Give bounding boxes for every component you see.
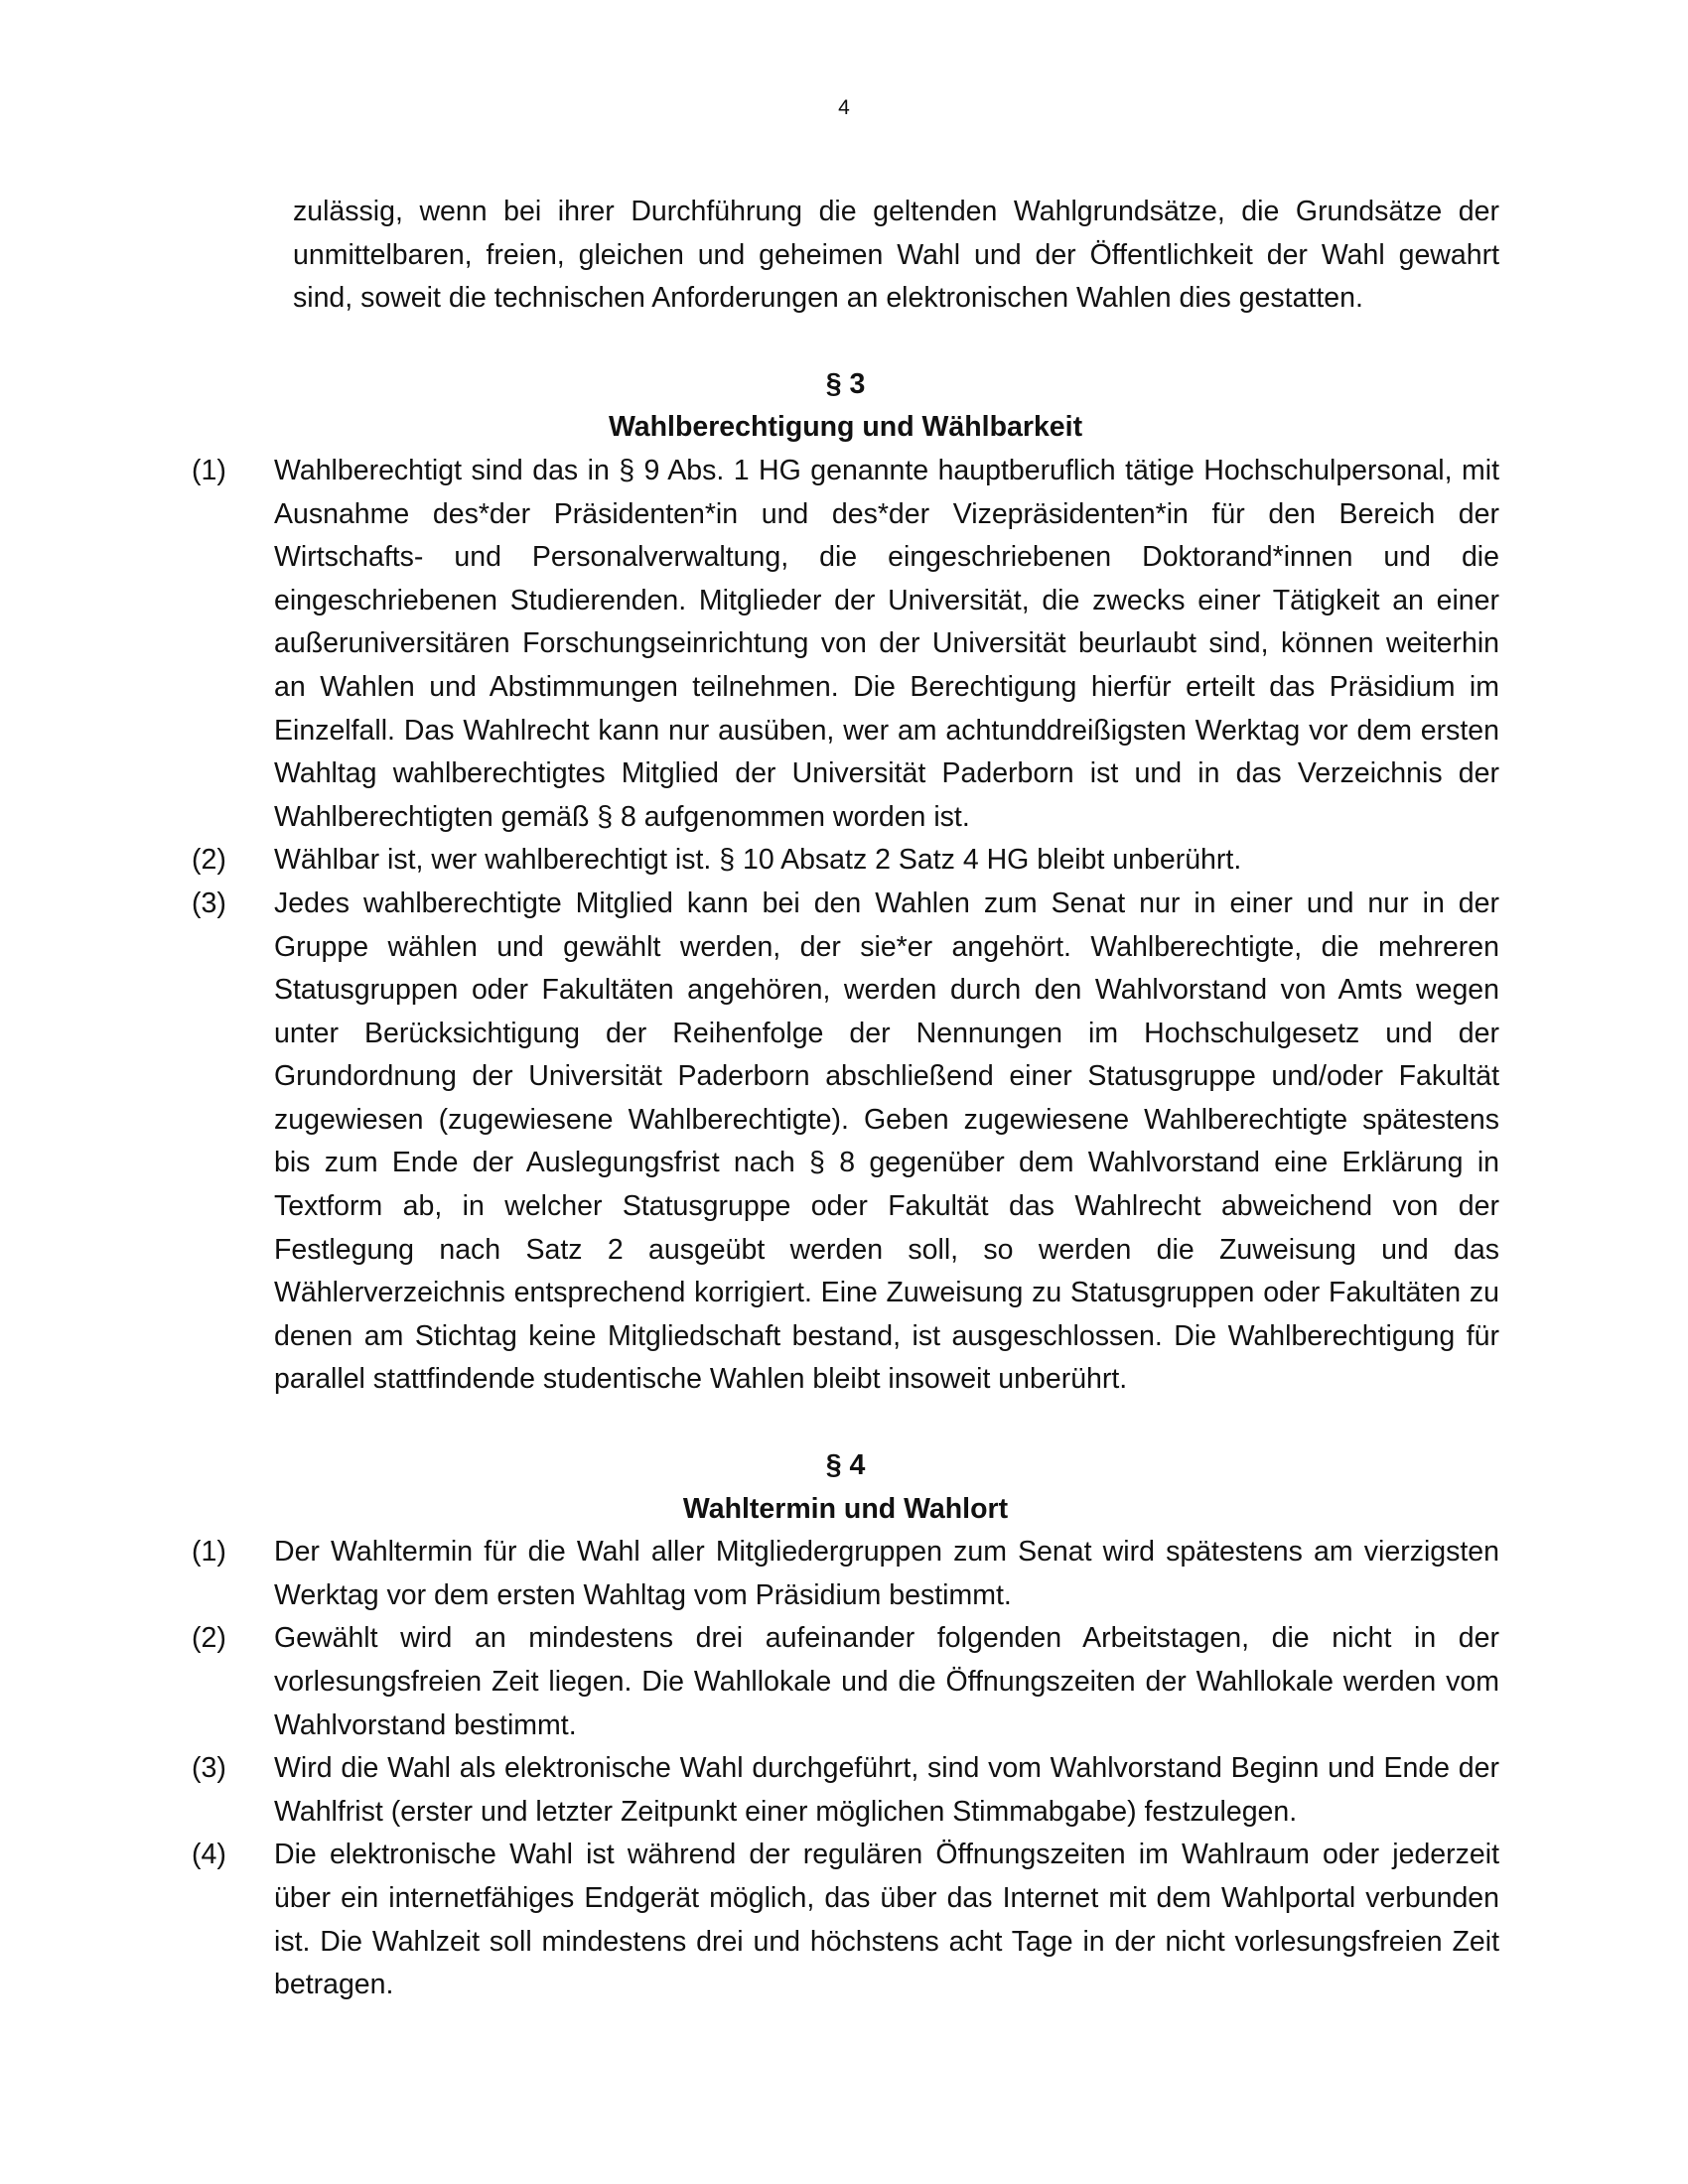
- section-3-paragraph-2: [192, 839, 1499, 883]
- section-4-paragraph-4: [192, 1834, 1499, 2006]
- section-number: § 3: [825, 367, 866, 400]
- paragraph-text: Gewählt wird an mindestens drei aufeinander folgenden Arbeitstagen, die nicht in der vorlesungsfreien Zeit liegen. Die Wahllokale und die Öffnungszeiten der Wahllokale werden vom Wahlvorstand bestimmt.: [274, 1622, 1499, 1741]
- paragraph-text: Die elektronische Wahl ist während der regulären Öffnungszeiten im Wahlraum oder jederzeit über ein internetfähiges Endgerät möglich, das über das Internet mit dem Wahlportal verbunden ist. Die Wahlzeit soll mindestens drei und höchstens acht Tage in der nicht vorlesungsfreien Zeit betragen.: [274, 1839, 1499, 2001]
- document-body: [192, 191, 1499, 2007]
- paragraph-number: (1): [192, 1536, 226, 1569]
- page-number: 4: [838, 96, 850, 119]
- paragraph-text: Jedes wahlberechtigte Mitglied kann bei den Wahlen zum Senat nur in einer und nur in der Gruppe wählen und gewählt werden, der sie*er angehört. Wahlberechtigte, die mehreren Statusgruppen oder Fakultäten angehören, werden durch den Wahlvorstand von Amts wegen unter Berücksichtigung der Reihenfolge der Nennungen im Hochschulgesetz und der Grundordnung der Universität Paderborn abschließend einer Statusgruppe und/oder Fakultät zugewiesen (zugewiesene Wahlberechtigte). Geben zugewiesene Wahlberechtigte spätestens bis zum Ende der Auslegungsfrist nach § 8 gegenüber dem Wahlvorstand eine Erklärung in Textform ab, in welcher Statusgruppe oder Fakultät das Wahlrecht abweichend von der Festlegung nach Satz 2 ausgeübt werden soll, so werden die Zuweisung und das Wählerverzeichnis entsprechend korrigiert. Eine Zuweisung zu Statusgruppen oder Fakultäten zu denen am Stichtag keine Mitgliedschaft bestand, ist ausgeschlossen. Die Wahlberechtigung für parallel stattfindende studentische Wahlen bleibt insoweit unberührt.: [274, 887, 1499, 1396]
- paragraph-number: (1): [192, 454, 226, 486]
- section-title: Wahlberechtigung und Wählbarkeit: [608, 411, 1083, 444]
- section-4-paragraph-3: [192, 1747, 1499, 1834]
- paragraph-number: (3): [192, 887, 226, 919]
- section-title: Wahltermin und Wahlort: [682, 1492, 1009, 1525]
- section-3-paragraph-3: [192, 883, 1499, 1402]
- paragraph-number: (4): [192, 1839, 226, 1871]
- section-3-paragraph-1: [192, 450, 1499, 839]
- paragraph-text: Wählbar ist, wer wahlberechtigt ist. § 10 Absatz 2 Satz 4 HG bleibt unberührt.: [274, 844, 1242, 877]
- section-4: [192, 1444, 1499, 2007]
- paragraph-number: (2): [192, 844, 226, 877]
- section-number: § 4: [825, 1449, 866, 1482]
- paragraph-number: (3): [192, 1752, 226, 1785]
- section-3: [192, 363, 1499, 1402]
- paragraph-text: Wahlberechtigt sind das in § 9 Abs. 1 HG genannte hauptberuflich tätige Hochschulpersonal, mit Ausnahme des*der Präsidenten*in und des*der Vizepräsidenten*in für den Bereich der Wirtschafts- und Personalverwaltung, die eingeschriebenen Doktorand*innen und die eingeschriebenen Studierenden. Mitglieder der Universität, die zwecks einer Tätigkeit an einer außeruniversitären Forschungseinrichtung von der Universität beurlaubt sind, können weiterhin an Wahlen und Abstimmungen teilnehmen. Die Berechtigung hierfür erteilt das Präsidium im Einzelfall. Das Wahlrecht kann nur ausüben, wer am achtunddreißigsten Werktag vor dem ersten Wahltag wahlberechtigtes Mitglied der Universität Paderborn ist und in das Verzeichnis der Wahlberechtigten gemäß § 8 aufgenommen worden ist.: [274, 454, 1499, 833]
- section-4-paragraph-2: [192, 1617, 1499, 1747]
- section-4-paragraph-1: [192, 1531, 1499, 1617]
- paragraph-number: (2): [192, 1622, 226, 1655]
- paragraph-text: Der Wahltermin für die Wahl aller Mitgliedergruppen zum Senat wird spätestens am vierzigsten Werktag vor dem ersten Wahltag vom Präsidium bestimmt.: [274, 1536, 1499, 1611]
- paragraph-text: Wird die Wahl als elektronische Wahl durchgeführt, sind vom Wahlvorstand Beginn und Ende der Wahlfrist (erster und letzter Zeitpunkt einer möglichen Stimmabgabe) festzulegen.: [274, 1752, 1499, 1828]
- continuation-text: zulässig, wenn bei ihrer Durchführung die geltenden Wahlgrundsätze, die Grundsätze der unmittelbaren, freien, gleichen und geheimen Wahl und der Öffentlichkeit der Wahl gewahrt sind, soweit die technischen Anforderungen an elektronischen Wahlen dies gestatten.: [293, 196, 1499, 315]
